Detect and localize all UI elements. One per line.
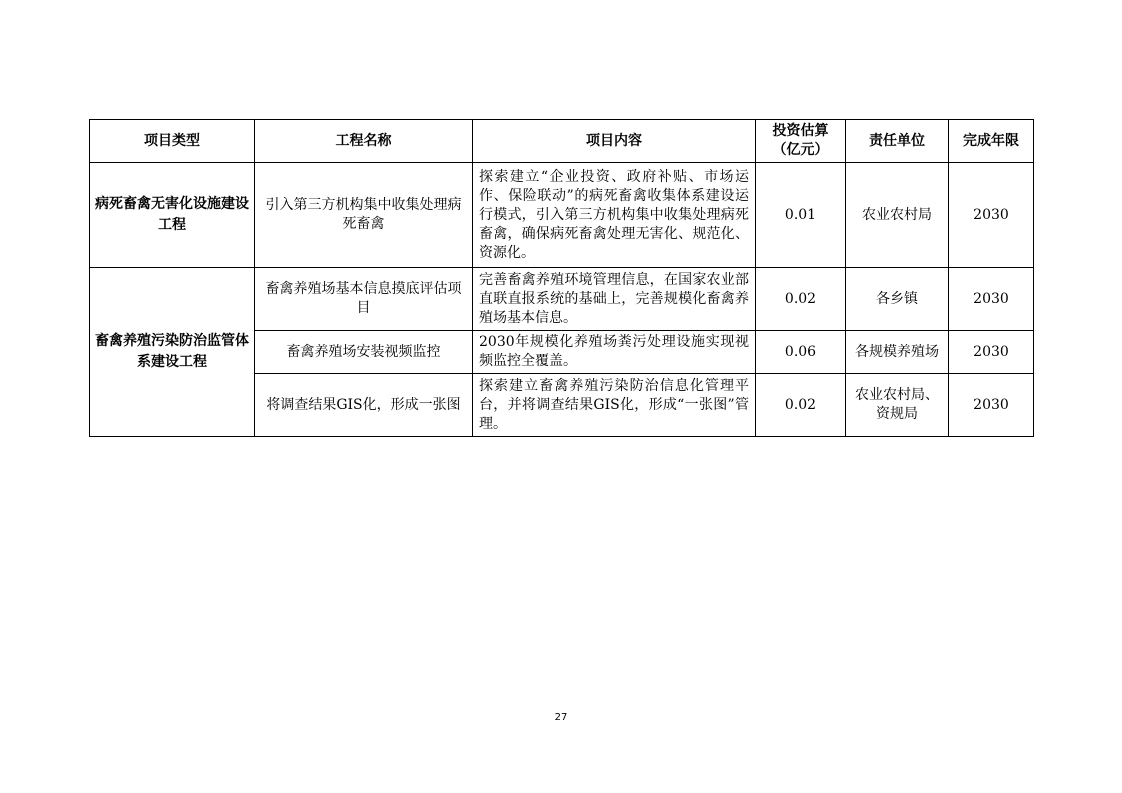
project-name-cell: 畜禽养殖场基本信息摸底评估项目 <box>255 268 473 331</box>
deadline-cell: 2030 <box>949 268 1034 331</box>
page-number: 27 <box>554 712 568 723</box>
project-name-cell: 畜禽养殖场安装视频监控 <box>255 331 473 374</box>
category-cell: 病死畜禽无害化设施建设工程 <box>90 163 255 268</box>
content-cell: 探索建立畜禽养殖污染防治信息化管理平台，并将调查结果GIS化，形成“一张图”管理。 <box>473 374 756 437</box>
investment-cell: 0.02 <box>756 268 846 331</box>
investment-cell: 0.06 <box>756 331 846 374</box>
content-cell: 完善畜禽养殖环境管理信息，在国家农业部直联直报系统的基础上，完善规模化畜禽养殖场基本信息。 <box>473 268 756 331</box>
header-category: 项目类型 <box>90 120 255 163</box>
deadline-cell: 2030 <box>949 163 1034 268</box>
project-name-cell: 将调查结果GIS化，形成一张图 <box>255 374 473 437</box>
content-cell: 2030年规模化养殖场粪污处理设施实现视频监控全覆盖。 <box>473 331 756 374</box>
project-table <box>89 119 1034 437</box>
header-project-name: 工程名称 <box>255 120 473 163</box>
responsible-cell: 各规模养殖场 <box>846 331 949 374</box>
investment-cell: 0.01 <box>756 163 846 268</box>
responsible-cell: 各乡镇 <box>846 268 949 331</box>
responsible-cell: 农业农村局 <box>846 163 949 268</box>
category-cell: 畜禽养殖污染防治监管体系建设工程 <box>90 268 255 437</box>
header-responsible: 责任单位 <box>846 120 949 163</box>
investment-cell: 0.02 <box>756 374 846 437</box>
header-content: 项目内容 <box>473 120 756 163</box>
project-name-cell: 引入第三方机构集中收集处理病死畜禽 <box>255 163 473 268</box>
table-row <box>90 163 1034 268</box>
header-deadline: 完成年限 <box>949 120 1034 163</box>
table-row <box>90 268 1034 331</box>
deadline-cell: 2030 <box>949 374 1034 437</box>
table-header-row <box>90 120 1034 163</box>
header-investment: 投资估算（亿元） <box>756 120 846 163</box>
content-cell: 探索建立“企业投资、政府补贴、市场运作、保险联动”的病死畜禽收集体系建设运行模式，引入第三方机构集中收集处理病死畜禽，确保病死畜禽处理无害化、规范化、资源化。 <box>473 163 756 268</box>
deadline-cell: 2030 <box>949 331 1034 374</box>
responsible-cell: 农业农村局、资规局 <box>846 374 949 437</box>
